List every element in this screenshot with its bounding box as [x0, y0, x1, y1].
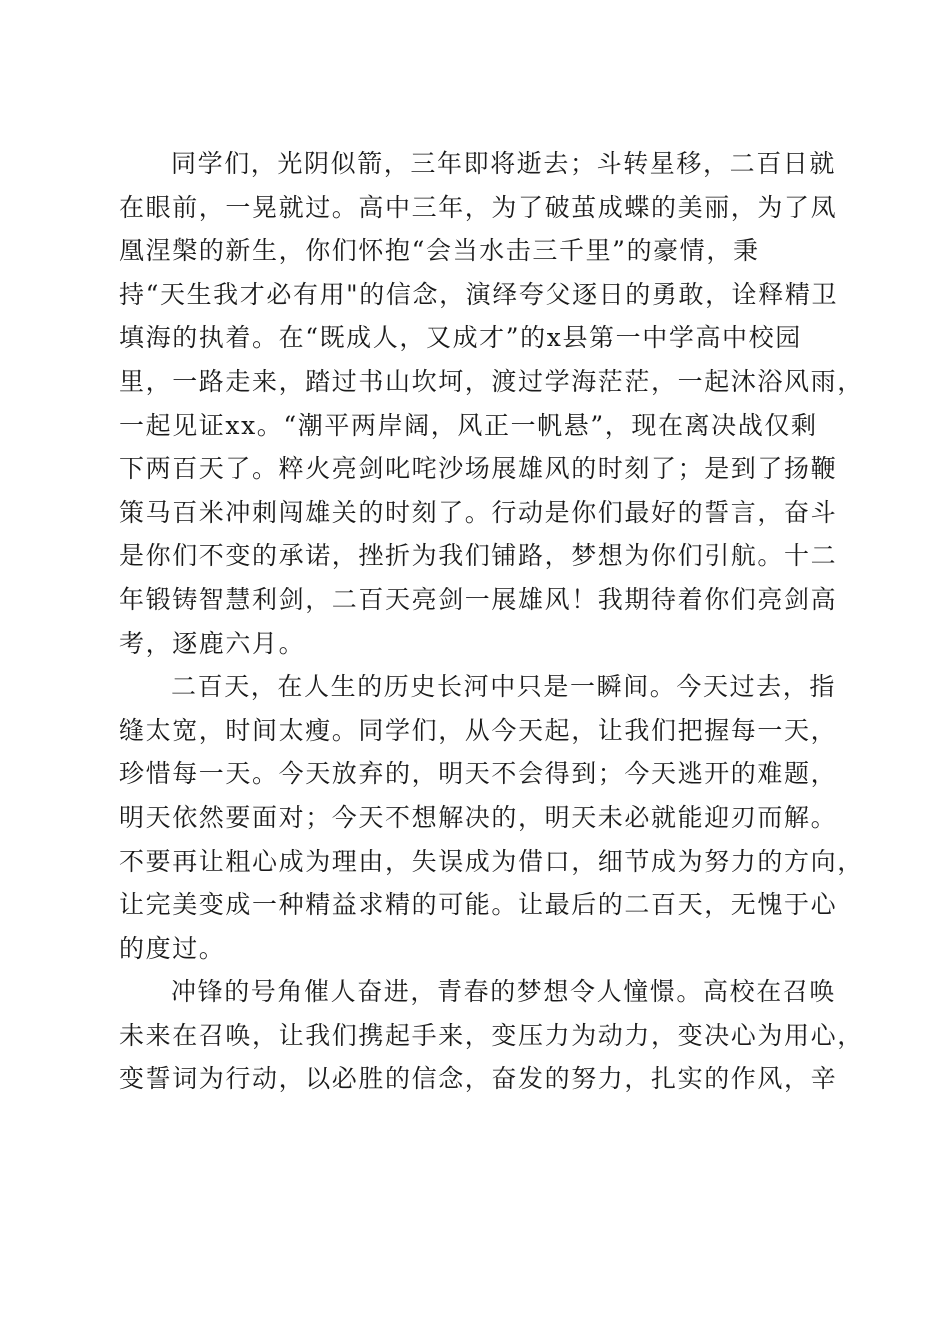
paragraph-3: [119, 970, 864, 1101]
text-line: 变誓词为行动，以必胜的信念，奋发的努力，扎实的作风，辛: [119, 1064, 838, 1094]
text-line: 不要再让粗心成为理由，失误成为借口，细节成为努力的方向，: [119, 846, 864, 876]
text-line: 二百天，在人生的历史长河中只是一瞬间。今天过去，指: [171, 672, 837, 702]
text-line: 明天依然要面对；今天不想解决的，明天未必就能迎刃而解。: [119, 802, 838, 832]
text-line: 在眼前，一晃就过。高中三年，为了破茧成蝶的美丽，为了凤: [119, 192, 838, 222]
text-line: 一起见证xx。“潮平两岸阔，风正一帆悬”，现在离决战仅剩: [119, 410, 818, 440]
text-line: 考，逐鹿六月。: [119, 628, 306, 658]
text-line: 同学们，光阴似箭，三年即将逝去；斗转星移，二百日就: [171, 149, 837, 178]
text-line: 缝太宽，时间太瘦。同学们，从今天起，让我们把握每一天，: [119, 715, 838, 745]
text-line: 填海的执着。在“既成人，又成才”的x县第一中学高中校园: [119, 323, 802, 353]
text-line: 持“天生我才必有用"的信念，演绎夸父逐日的勇敢，诠释精卫: [119, 279, 839, 309]
paragraph-1: [119, 142, 864, 665]
text-line: 策马百米冲刺闯雄关的时刻了。行动是你们最好的誓言，奋斗: [119, 497, 838, 527]
text-line: 珍惜每一天。今天放弃的，明天不会得到；今天逃开的难题，: [119, 759, 838, 789]
text-line: 里，一路走来，踏过书山坎坷，渡过学海茫茫，一起沐浴风雨，: [119, 366, 864, 396]
text-line: 让完美变成一种精益求精的可能。让最后的二百天，无愧于心: [119, 890, 838, 920]
text-line: 未来在召唤，让我们携起手来，变压力为动力，变决心为用心，: [119, 1020, 864, 1050]
text-line: 凰涅槃的新生，你们怀抱“会当水击三千里”的豪情，秉: [119, 236, 760, 266]
text-line: 是你们不变的承诺，挫折为我们铺路，梦想为你们引航。十二: [119, 541, 838, 571]
text-line: 年锻铸智慧利剑，二百天亮剑一展雄风！我期待着你们亮剑高: [119, 584, 838, 614]
text-line: 下两百天了。粹火亮剑叱咤沙场展雄风的时刻了；是到了扬鞭: [119, 454, 838, 484]
paragraph-2: [119, 665, 864, 970]
text-line: 冲锋的号角催人奋进，青春的梦想令人憧憬。高校在召唤: [171, 977, 837, 1007]
document-body: [119, 142, 864, 1101]
text-line: 的度过。: [119, 933, 226, 963]
